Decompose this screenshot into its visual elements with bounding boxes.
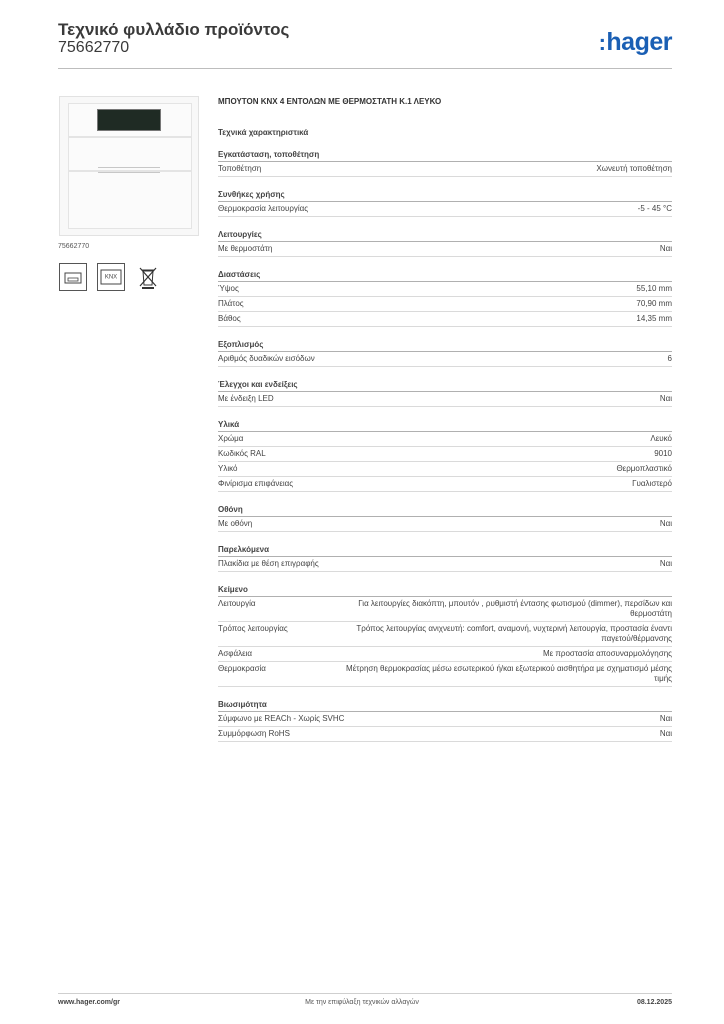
spec-row xyxy=(218,622,672,647)
section-spacer xyxy=(218,177,672,189)
spec-label: Φινίρισμα επιφάνειας xyxy=(218,479,294,488)
spec-value: Τρόπος λειτουργίας ανιχνευτή: comfort, αναμονή, νυχτερινή λειτουργία, προστασία έναντι παγετού/θέρμανσης xyxy=(356,624,672,643)
section-title: Εγκατάσταση, τοποθέτηση xyxy=(218,149,672,162)
section-title: Λειτουργίες xyxy=(218,229,672,242)
display-symbol-icon xyxy=(59,263,87,291)
spec-value: Ναι xyxy=(659,714,672,723)
spec-row xyxy=(218,392,672,407)
spec-row xyxy=(218,662,672,687)
section-spacer xyxy=(218,257,672,269)
section-spacer xyxy=(218,217,672,229)
section-title: Διαστάσεις xyxy=(218,269,672,282)
footer-divider xyxy=(58,993,672,994)
section-spacer xyxy=(218,572,672,584)
svg-text:KNX: KNX xyxy=(104,274,118,281)
spec-label: Τρόπος λειτουργίας xyxy=(218,624,288,633)
section-title: Υλικά xyxy=(218,419,672,432)
spec-label: Θερμοκρασία λειτουργίας xyxy=(218,204,309,213)
spec-row xyxy=(218,202,672,217)
section-spacer xyxy=(218,327,672,339)
spec-content xyxy=(218,96,672,742)
section-spacer xyxy=(218,367,672,379)
spec-sections xyxy=(218,149,672,742)
button-rocker-bottom xyxy=(68,171,192,229)
document-title: Τεχνικό φυλλάδιο προϊόντος xyxy=(58,20,290,39)
section-title: Κείμενο xyxy=(218,584,672,597)
spec-value: 6 xyxy=(667,354,672,363)
spec-value: Λευκό xyxy=(650,434,672,443)
spec-row xyxy=(218,447,672,462)
spec-row xyxy=(218,282,672,297)
spec-label: Τοποθέτηση xyxy=(218,164,262,173)
spec-label: Με θερμοστάτη xyxy=(218,244,273,253)
section-spacer xyxy=(218,407,672,419)
spec-value: 55,10 mm xyxy=(636,284,672,293)
spec-value: 14,35 mm xyxy=(636,314,672,323)
product-display xyxy=(97,109,161,131)
spec-label: Ύψος xyxy=(218,284,239,293)
spec-row xyxy=(218,712,672,727)
spec-value: Ναι xyxy=(659,729,672,738)
spec-row xyxy=(218,312,672,327)
spec-label: Σύμφωνο με REACh - Χωρίς SVHC xyxy=(218,714,345,723)
knx-symbol-icon xyxy=(97,263,125,291)
spec-value: Θερμοπλαστικό xyxy=(616,464,672,473)
footer-disclaimer: Με την επιφύλαξη τεχνικών αλλαγών xyxy=(305,999,419,1006)
spec-label: Συμμόρφωση RoHS xyxy=(218,729,290,738)
spec-row xyxy=(218,297,672,312)
spec-value: 70,90 mm xyxy=(636,299,672,308)
header-divider xyxy=(58,68,672,69)
button-rocker-middle xyxy=(68,137,192,171)
product-image xyxy=(59,96,199,236)
spec-value: Ναι xyxy=(659,394,672,403)
spec-row xyxy=(218,352,672,367)
section-title: Παρελκόμενα xyxy=(218,544,672,557)
image-caption-code: 75662770 xyxy=(58,243,90,250)
section-spacer xyxy=(218,687,672,699)
spec-label: Κωδικός RAL xyxy=(218,449,266,458)
spec-value: 9010 xyxy=(654,449,672,458)
section-title: Έλεγχοι και ενδείξεις xyxy=(218,379,672,392)
spec-row xyxy=(218,647,672,662)
spec-row xyxy=(218,432,672,447)
spec-row xyxy=(218,517,672,532)
spec-label: Με ένδειξη LED xyxy=(218,394,274,403)
spec-label: Θερμοκρασία xyxy=(218,664,266,673)
spec-label: Πλάτος xyxy=(218,299,244,308)
spec-value: Ναι xyxy=(659,559,672,568)
product-title: ΜΠΟΥΤΟΝ KNX 4 ΕΝΤΟΛΩΝ ΜΕ ΘΕΡΜΟΣΤΑΤΗ Κ.1 ΛΕΥΚΟ xyxy=(218,97,442,106)
spec-row xyxy=(218,242,672,257)
spec-value: -5 - 45 °C xyxy=(637,204,672,213)
spec-label: Αριθμός δυαδικών εισόδων xyxy=(218,354,315,363)
product-code: 75662770 xyxy=(58,39,130,56)
footer-date: 08.12.2025 xyxy=(636,999,672,1006)
hager-logo: :hager xyxy=(598,28,672,56)
spec-row xyxy=(218,727,672,742)
spec-label: Χρώμα xyxy=(218,434,244,443)
spec-value: Ναι xyxy=(659,519,672,528)
section-title: Βιωσιμότητα xyxy=(218,699,672,712)
section-spacer xyxy=(218,492,672,504)
spec-label: Με οθόνη xyxy=(218,519,253,528)
section-title: Συνθήκες χρήσης xyxy=(218,189,672,202)
spec-row xyxy=(218,462,672,477)
section-title: Εξοπλισμός xyxy=(218,339,672,352)
spec-row xyxy=(218,557,672,572)
spec-row xyxy=(218,597,672,622)
spec-label: Λειτουργία xyxy=(218,599,256,608)
spec-value: Γυαλιστερό xyxy=(632,479,672,488)
spec-label: Βάθος xyxy=(218,314,241,323)
spec-label: Υλικό xyxy=(218,464,238,473)
spec-row xyxy=(218,477,672,492)
spec-value: Ναι xyxy=(659,244,672,253)
rocker-line xyxy=(98,167,160,168)
spec-value: Για λειτουργίες διακόπτη, μπουτόν , ρυθμιστή έντασης φωτισμού (dimmer), περσίδων και θερμοστάτη xyxy=(358,599,672,618)
footer-website[interactable]: www.hager.com/gr xyxy=(58,999,120,1006)
spec-value: Με προστασία αποσυναρμολόγησης xyxy=(542,649,672,658)
spec-value: Χωνευτή τοποθέτηση xyxy=(596,164,672,173)
tech-heading: Τεχνικά χαρακτηριστικά xyxy=(218,128,309,137)
logo-text: hager xyxy=(606,28,672,56)
weee-bin-icon xyxy=(134,263,162,291)
spec-label: Ασφάλεια xyxy=(218,649,253,658)
section-spacer xyxy=(218,532,672,544)
spec-value: Μέτρηση θερμοκρασίας μέσω εσωτερικού ή/και εξωτερικού αισθητήρα με σχηματισμό μέσης τιμής xyxy=(346,664,672,683)
spec-row xyxy=(218,162,672,177)
spec-label: Πλακίδια με θέση επιγραφής xyxy=(218,559,319,568)
rocker-line xyxy=(98,172,160,173)
section-title: Οθόνη xyxy=(218,504,672,517)
